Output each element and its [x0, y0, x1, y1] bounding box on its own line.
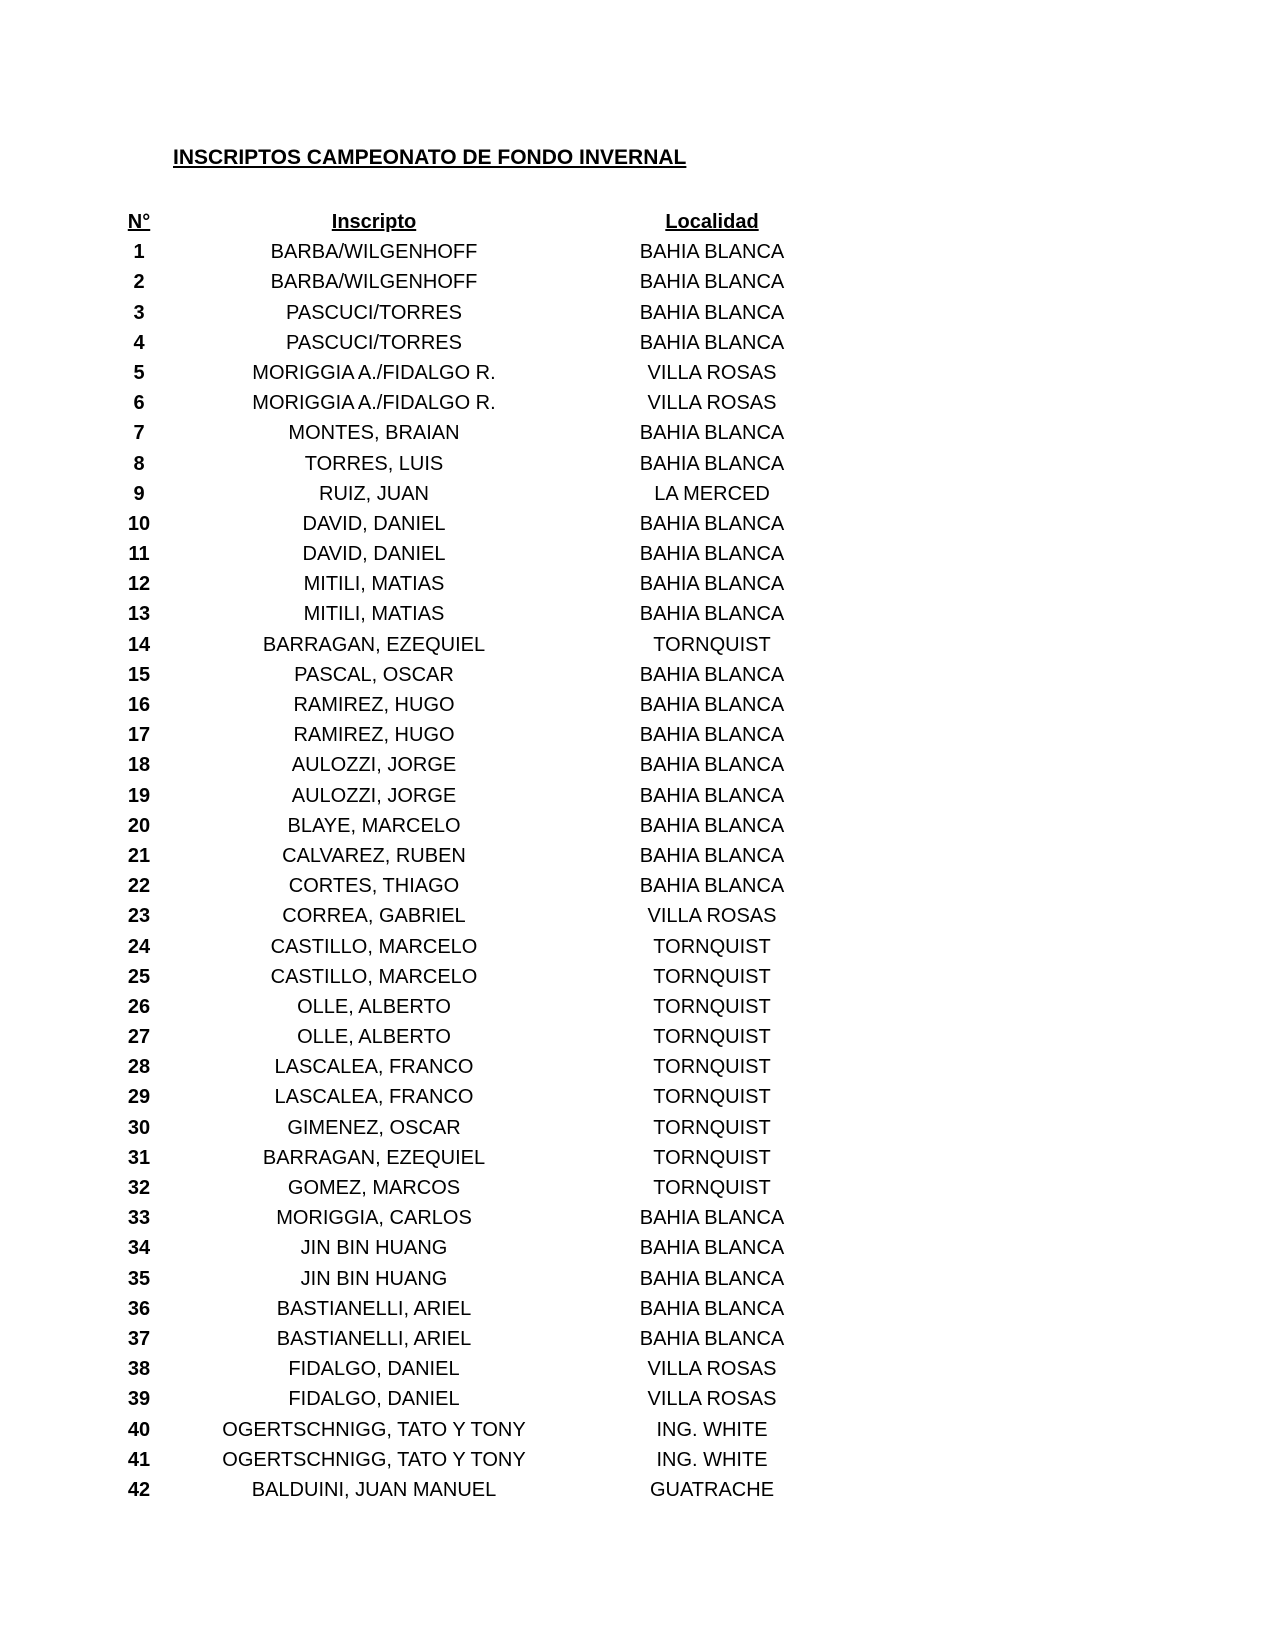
row-registrant: BASTIANELLI, ARIEL [276, 1297, 472, 1320]
row-number: 9 [133, 482, 145, 505]
row-number: 40 [127, 1418, 151, 1441]
row-locality: BAHIA BLANCA [639, 1237, 785, 1260]
table-row [0, 750, 1275, 780]
row-locality: VILLA ROSAS [647, 1388, 777, 1411]
row-registrant: MONTES, BRAIAN [288, 422, 460, 445]
row-registrant: JIN BIN HUANG [300, 1237, 448, 1260]
row-locality: BAHIA BLANCA [639, 875, 785, 898]
row-number: 3 [133, 301, 145, 324]
row-registrant: FIDALGO, DANIEL [288, 1358, 460, 1381]
table-row [0, 569, 1275, 599]
row-registrant: MITILI, MATIAS [303, 603, 445, 626]
row-registrant: OLLE, ALBERTO [297, 1026, 451, 1049]
row-locality: BAHIA BLANCA [639, 241, 785, 264]
row-registrant: AULOZZI, JORGE [291, 784, 457, 807]
row-number: 17 [127, 724, 151, 747]
row-locality: TORNQUIST [653, 935, 771, 958]
row-locality: LA MERCED [654, 482, 770, 505]
row-locality: BAHIA BLANCA [639, 1297, 785, 1320]
row-registrant: AULOZZI, JORGE [291, 754, 457, 777]
row-locality: TORNQUIST [653, 995, 771, 1018]
table-row [0, 479, 1275, 509]
row-number: 35 [127, 1267, 151, 1290]
row-number: 34 [127, 1237, 151, 1260]
row-number: 23 [127, 905, 151, 928]
row-registrant: OLLE, ALBERTO [297, 995, 451, 1018]
row-number: 5 [133, 361, 145, 384]
table-row [0, 388, 1275, 418]
row-locality: BAHIA BLANCA [639, 784, 785, 807]
row-locality: BAHIA BLANCA [639, 814, 785, 837]
table-row [0, 1082, 1275, 1112]
row-locality: BAHIA BLANCA [639, 844, 785, 867]
row-number: 20 [127, 814, 151, 837]
row-locality: BAHIA BLANCA [639, 1207, 785, 1230]
row-locality: TORNQUIST [653, 965, 771, 988]
row-registrant: BASTIANELLI, ARIEL [276, 1327, 472, 1350]
row-locality: BAHIA BLANCA [639, 301, 785, 324]
row-number: 31 [127, 1146, 151, 1169]
table-row [0, 1022, 1275, 1052]
table-row [0, 1113, 1275, 1143]
row-registrant: BARBA/WILGENHOFF [270, 271, 478, 294]
row-locality: TORNQUIST [653, 1177, 771, 1199]
row-number: 37 [127, 1327, 151, 1350]
row-registrant: CALVAREZ, RUBEN [282, 844, 466, 867]
table-row [0, 871, 1275, 901]
row-locality: BAHIA BLANCA [639, 331, 785, 354]
row-locality: TORNQUIST [653, 1056, 771, 1079]
row-locality: BAHIA BLANCA [639, 1327, 785, 1350]
table-row [0, 720, 1275, 750]
table-header-row [0, 207, 1275, 237]
row-registrant: BARBA/WILGENHOFF [270, 241, 478, 264]
table-row [0, 1415, 1275, 1445]
row-number: 4 [133, 331, 145, 354]
row-registrant: GIMENEZ, OSCAR [287, 1116, 461, 1139]
row-locality: BAHIA BLANCA [639, 512, 785, 535]
table-row [0, 901, 1275, 931]
row-registrant: CORREA, GABRIEL [282, 905, 466, 928]
table-row [0, 237, 1275, 267]
row-locality: BAHIA BLANCA [639, 573, 785, 596]
row-locality: GUATRACHE [649, 1478, 775, 1501]
table-row [0, 1475, 1275, 1505]
row-locality: BAHIA BLANCA [639, 271, 785, 294]
row-number: 42 [127, 1478, 151, 1501]
row-locality: TORNQUIST [653, 1116, 771, 1139]
row-locality: BAHIA BLANCA [639, 1267, 785, 1290]
row-locality: BAHIA BLANCA [639, 663, 785, 686]
row-registrant: MITILI, MATIAS [303, 573, 445, 596]
row-locality: TORNQUIST [653, 1026, 771, 1049]
table-row [0, 992, 1275, 1022]
row-number: 27 [127, 1026, 151, 1049]
row-number: 10 [127, 512, 151, 535]
table-row [0, 1294, 1275, 1324]
table-row [0, 298, 1275, 328]
row-number: 32 [127, 1177, 151, 1199]
row-locality: BAHIA BLANCA [639, 754, 785, 777]
row-number: 14 [127, 633, 151, 656]
row-locality: TORNQUIST [653, 1086, 771, 1109]
row-number: 12 [127, 573, 151, 596]
row-number: 1 [133, 241, 145, 264]
row-registrant: MORIGGIA A./FIDALGO R. [252, 392, 496, 415]
row-locality: VILLA ROSAS [647, 361, 777, 384]
row-registrant: FIDALGO, DANIEL [288, 1388, 460, 1411]
table-row [0, 690, 1275, 720]
row-locality: BAHIA BLANCA [639, 694, 785, 716]
table-row [0, 1384, 1275, 1414]
table-row [0, 841, 1275, 871]
row-number: 21 [127, 844, 151, 867]
table-row [0, 781, 1275, 811]
row-number: 13 [127, 603, 151, 626]
row-locality: BAHIA BLANCA [639, 724, 785, 747]
row-number: 18 [127, 754, 151, 777]
row-registrant: BARRAGAN, EZEQUIEL [262, 633, 486, 656]
row-number: 41 [127, 1448, 151, 1471]
table-row [0, 1233, 1275, 1263]
row-number: 24 [127, 935, 151, 958]
row-registrant: DAVID, DANIEL [302, 543, 446, 566]
row-number: 7 [133, 422, 145, 445]
row-number: 2 [133, 271, 145, 294]
row-registrant: MORIGGIA A./FIDALGO R. [252, 361, 496, 384]
row-number: 8 [133, 452, 145, 475]
row-registrant: BALDUINI, JUAN MANUEL [251, 1478, 497, 1501]
header-locality: Localidad [665, 211, 759, 233]
row-number: 36 [127, 1297, 151, 1320]
header-number: N° [127, 211, 151, 233]
row-locality: VILLA ROSAS [647, 905, 777, 928]
table-row [0, 811, 1275, 841]
table-row [0, 1203, 1275, 1233]
table-row [0, 1324, 1275, 1354]
table-row [0, 509, 1275, 539]
row-number: 25 [127, 965, 151, 988]
table-row [0, 328, 1275, 358]
row-number: 26 [127, 995, 151, 1018]
row-locality: VILLA ROSAS [647, 392, 777, 415]
row-registrant: OGERTSCHNIGG, TATO Y TONY [222, 1418, 526, 1441]
header-registrant: Inscripto [331, 211, 417, 233]
row-number: 16 [127, 694, 151, 716]
row-number: 19 [127, 784, 151, 807]
row-locality: ING. WHITE [656, 1448, 768, 1471]
table-row [0, 1173, 1275, 1203]
document-title: INSCRIPTOS CAMPEONATO DE FONDO INVERNAL [173, 146, 687, 169]
row-locality: BAHIA BLANCA [639, 603, 785, 626]
row-locality: ING. WHITE [656, 1418, 768, 1441]
row-number: 29 [127, 1086, 151, 1109]
row-locality: TORNQUIST [653, 633, 771, 656]
row-locality: BAHIA BLANCA [639, 422, 785, 445]
table-row [0, 1354, 1275, 1384]
row-registrant: CORTES, THIAGO [288, 875, 460, 898]
row-registrant: BLAYE, MARCELO [287, 814, 461, 837]
row-number: 38 [127, 1358, 151, 1381]
table-row [0, 267, 1275, 297]
row-number: 39 [127, 1388, 151, 1411]
table-row [0, 599, 1275, 629]
row-registrant: MORIGGIA, CARLOS [276, 1207, 472, 1230]
row-registrant: BARRAGAN, EZEQUIEL [262, 1146, 486, 1169]
table-row [0, 1264, 1275, 1294]
table-row [0, 630, 1275, 660]
row-locality: TORNQUIST [653, 1146, 771, 1169]
table-row [0, 660, 1275, 690]
row-registrant: CASTILLO, MARCELO [270, 965, 478, 988]
row-number: 11 [128, 543, 150, 566]
row-registrant: DAVID, DANIEL [302, 512, 446, 535]
row-registrant: PASCAL, OSCAR [294, 663, 454, 686]
row-registrant: OGERTSCHNIGG, TATO Y TONY [222, 1448, 526, 1471]
row-number: 22 [127, 875, 151, 898]
table-row [0, 962, 1275, 992]
row-registrant: TORRES, LUIS [304, 452, 444, 475]
row-registrant: GOMEZ, MARCOS [287, 1177, 461, 1199]
table-row [0, 449, 1275, 479]
row-registrant: PASCUCI/TORRES [286, 301, 462, 324]
row-registrant: LASCALEA, FRANCO [274, 1086, 474, 1109]
row-locality: BAHIA BLANCA [639, 452, 785, 475]
row-registrant: JIN BIN HUANG [300, 1267, 448, 1290]
table-row [0, 1052, 1275, 1082]
row-number: 33 [127, 1207, 151, 1230]
row-registrant: RAMIREZ, HUGO [293, 694, 455, 716]
row-number: 15 [127, 663, 151, 686]
table-row [0, 1143, 1275, 1173]
row-number: 28 [127, 1056, 151, 1079]
table-row [0, 539, 1275, 569]
row-registrant: PASCUCI/TORRES [286, 331, 462, 354]
row-locality: BAHIA BLANCA [639, 543, 785, 566]
table-row [0, 932, 1275, 962]
row-number: 30 [127, 1116, 151, 1139]
registrants-table [0, 207, 1275, 1505]
table-row [0, 418, 1275, 448]
table-row [0, 358, 1275, 388]
table-body [0, 237, 1275, 1505]
row-locality: VILLA ROSAS [647, 1358, 777, 1381]
row-registrant: RUIZ, JUAN [319, 482, 429, 505]
row-registrant: LASCALEA, FRANCO [274, 1056, 474, 1079]
table-row [0, 1445, 1275, 1475]
row-registrant: CASTILLO, MARCELO [270, 935, 478, 958]
row-registrant: RAMIREZ, HUGO [293, 724, 455, 747]
row-number: 6 [133, 392, 145, 415]
